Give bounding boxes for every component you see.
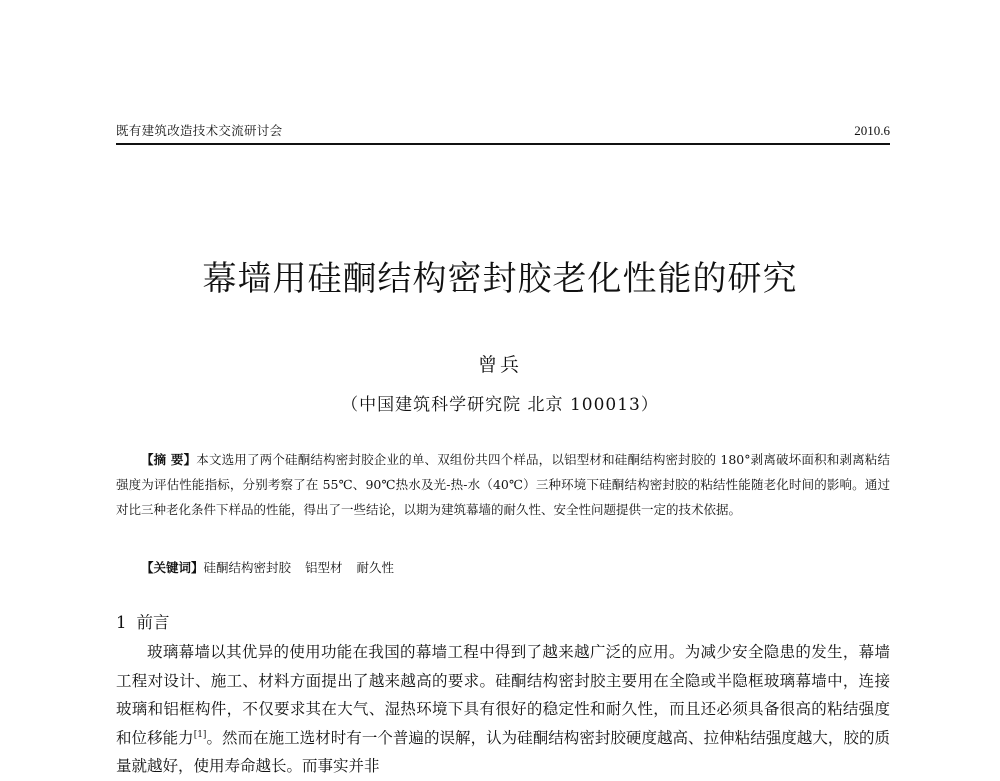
- body-text-part-2: 。然而在施工选材时有一个普遍的误解，认为硅酮结构密封胶硬度越高、拉伸粘结强度越大，胶的质量就越好，使用寿命越长。而事实并非: [116, 728, 890, 775]
- paper-title: 幕墙用硅酮结构密封胶老化性能的研究: [202, 259, 798, 299]
- author-affiliation: （中国建筑科学研究院 北京 100013）: [341, 395, 659, 415]
- running-header-series-title: 既有建筑改造技术交流研讨会: [116, 123, 283, 138]
- body-paragraph: [116, 638, 890, 775]
- keywords-label: 【关键词】: [141, 560, 204, 575]
- keyword-item: 硅酮结构密封胶: [203, 560, 292, 575]
- abstract-text: 本文选用了两个硅酮结构密封胶企业的单、双组份共四个样品，以铝型材和硅酮结构密封胶的 180°剥离破坏面积和剥离粘结强度为评估性能指标，分别考察了在 55℃、90℃热水及光-热-水（40℃）三种环境下硅酮结构密封胶的粘结性能随老化时间的影响。通过对比三种老化条件下样品的性能，得出了一些结论，以期为建筑幕墙的耐久性、安全性问题提供一定的技术依据。: [116, 452, 890, 517]
- abstract: [116, 447, 890, 522]
- keywords: [116, 556, 890, 580]
- section-heading: [116, 610, 890, 636]
- keyword-item: 耐久性: [356, 560, 395, 575]
- author-name: 曾兵: [477, 354, 522, 376]
- citation-marker: [1]: [193, 729, 207, 740]
- section-number: 1: [116, 613, 127, 632]
- section-title: 前言: [136, 613, 170, 632]
- keyword-item: 铝型材: [305, 560, 343, 575]
- header-rule: [116, 143, 890, 145]
- abstract-label: 【摘 要】: [141, 452, 197, 467]
- running-header: [116, 120, 890, 142]
- running-header-date: 2010.6: [854, 123, 890, 138]
- body-text-part-1: 玻璃幕墙以其优异的使用功能在我国的幕墙工程中得到了越来越广泛的应用。为减少安全隐患的发生，幕墙工程对设计、施工、材料方面提出了越来越高的要求。硅酮结构密封胶主要用在全隐或半隐框玻璃幕墙中，连接玻璃和铝框构件，不仅要求其在大气、湿热环境下具有很好的稳定性和耐久性，而且还必须具备很高的粘结强度和位移能力: [116, 643, 890, 747]
